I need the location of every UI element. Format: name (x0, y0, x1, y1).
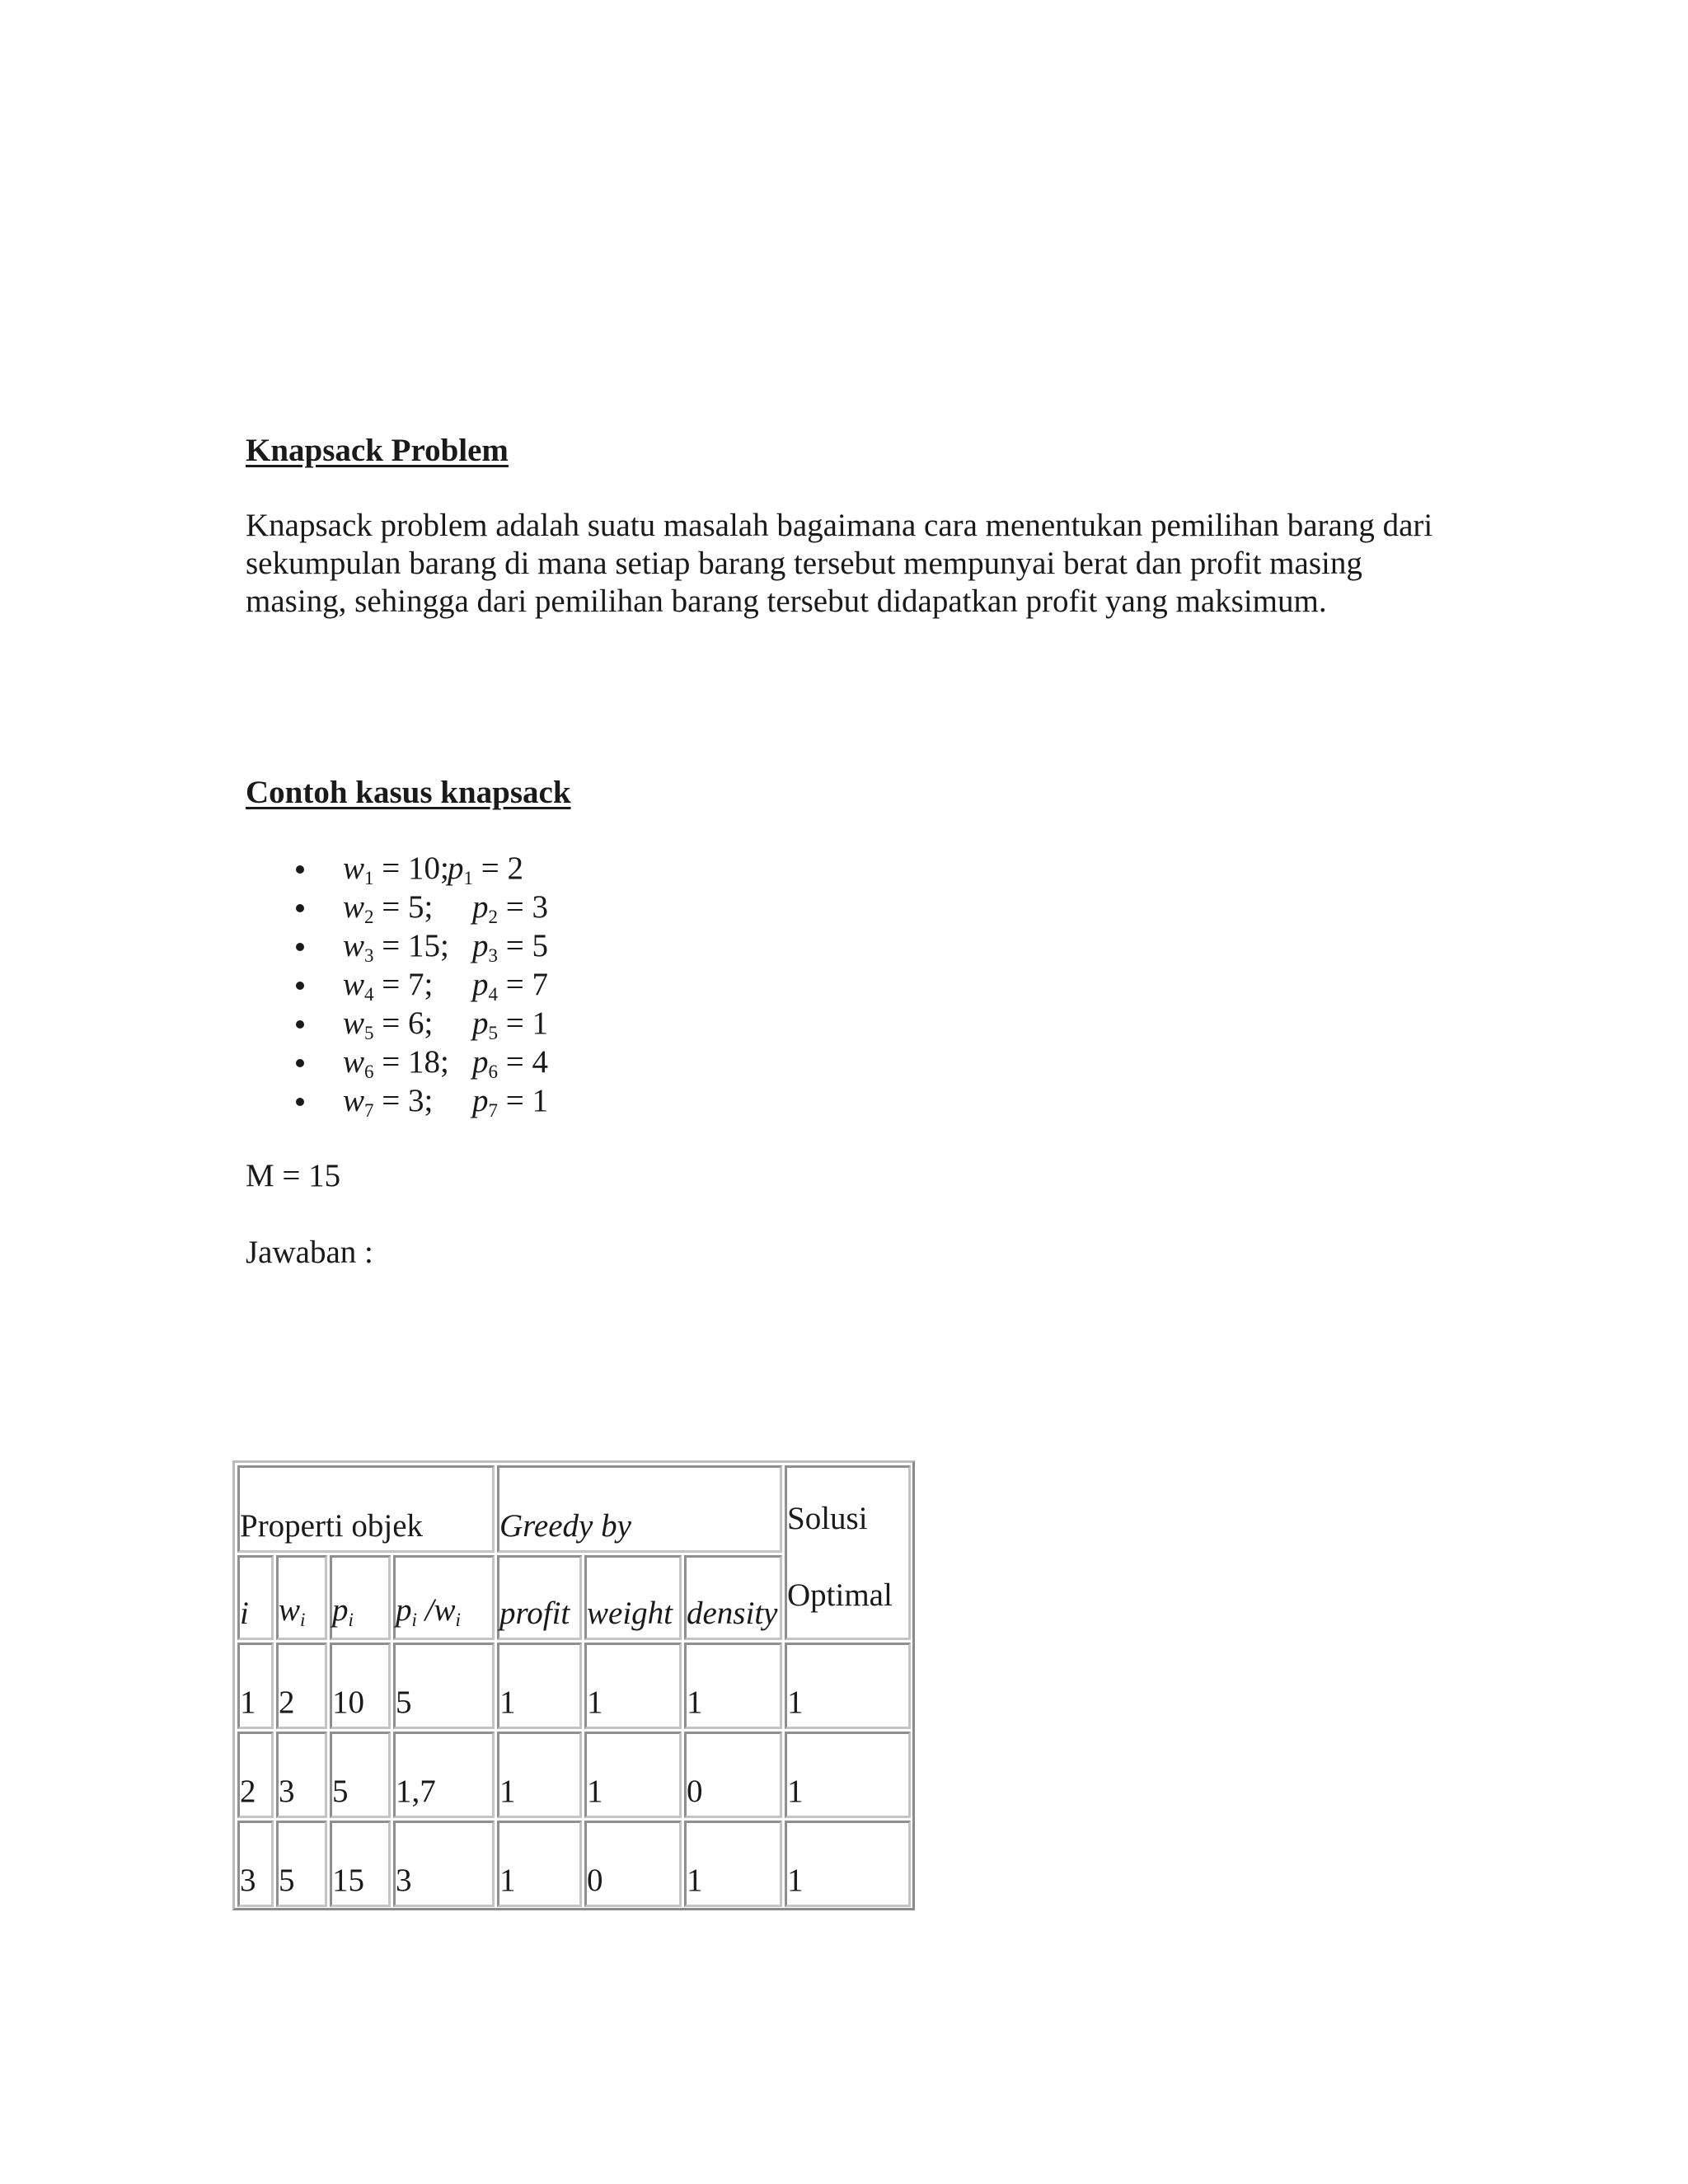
header-col-pw: pi /wi (393, 1555, 495, 1640)
table-cell: 10 (330, 1643, 391, 1729)
bullet-icon (296, 943, 304, 951)
table-cell: 2 (237, 1732, 274, 1818)
table-cell: 1 (785, 1643, 911, 1729)
header-col-w: wi (276, 1555, 327, 1640)
bullet-icon (296, 1020, 304, 1029)
table-cell: 5 (393, 1643, 495, 1729)
table-cell: 3 (393, 1821, 495, 1907)
table-cell: 1 (684, 1821, 782, 1907)
table-cell: 0 (684, 1732, 782, 1818)
bullet-icon (296, 1059, 304, 1067)
header-col-i: i (237, 1555, 274, 1640)
bullet-icon (296, 1098, 304, 1106)
bullet-icon (296, 865, 304, 874)
table-cell: 5 (330, 1732, 391, 1818)
table-cell: 1 (497, 1643, 582, 1729)
bullet-icon (296, 982, 304, 990)
table-cell: 1 (684, 1643, 782, 1729)
table-cell: 1 (237, 1643, 274, 1729)
header-greedy-by: Greedy by (497, 1465, 782, 1553)
table-cell: 1 (584, 1643, 682, 1729)
table-cell: 3 (237, 1821, 274, 1907)
header-col-p: pi (330, 1555, 391, 1640)
intro-paragraph: Knapsack problem adalah suatu masalah bagaimana cara menentukan pemilihan barang dari sekumpulan barang di mana setiap barang tersebut mempunyai berat dan profit masing masing, sehingga dari pemilihan barang tersebut didapatkan profit yang maksimum. (246, 508, 1433, 619)
answer-label: Jawaban : (246, 1235, 373, 1270)
example-heading: Contoh kasus knapsack (246, 775, 571, 810)
table-cell: 1 (785, 1821, 911, 1907)
table-cell: 5 (276, 1821, 327, 1907)
greedy-table (232, 1460, 915, 1910)
table-cell: 15 (330, 1821, 391, 1907)
table-cell: 3 (276, 1732, 327, 1818)
table-cell: 1 (497, 1732, 582, 1818)
profit-symbol: p (448, 851, 464, 886)
header-col-weight: weight (584, 1555, 682, 1640)
table-cell: 1 (497, 1821, 582, 1907)
document-page: Knapsack Problem Knapsack problem adalah suatu masalah bagaimana cara menentukan pemilihan barang dari sekumpulan barang di mana setiap barang tersebut mempunyai berat dan profit masing masing, sehingga dari pemilihan barang tersebut didapatkan profit yang maksimum. Contoh kasus knapsack $w_1 = 10$; $p_1 = 2$ $w_2 = 5$; $p_2 = 3$ $w_3 = 15$; $p_3 = 5$ $w_4 = 7$; $p_4 = 7$ $w_5 = 6$; $p_5 = 1$ $w_6 = 18$; $p_6 = 4$ $w_7 = 3$; $p_7 = 1$ M = 15 Jawaban : Properti objek Greedy by Solusi Optimal i wi pi pi /wi profit weight density 1 2 10 5 1 1 1 1 2 3 5 1,7 1 1 0 1 3 5 15 3 1 0 1 1 (0, 0, 1688, 2184)
table-cell: 2 (276, 1643, 327, 1729)
capacity-line: M = 15 (246, 1158, 341, 1193)
table-cell: 1 (584, 1732, 682, 1818)
table-cell: 1 (785, 1732, 911, 1818)
header-solusi-optimal: Solusi Optimal (785, 1465, 911, 1640)
header-col-density: density (684, 1555, 782, 1640)
bullet-icon (296, 904, 304, 912)
page-title: Knapsack Problem (246, 433, 509, 468)
weight-symbol: w (343, 851, 365, 886)
table-cell: 1,7 (393, 1732, 495, 1818)
header-col-profit: profit (497, 1555, 582, 1640)
header-properti-objek: Properti objek (237, 1465, 495, 1553)
table-cell: 0 (584, 1821, 682, 1907)
